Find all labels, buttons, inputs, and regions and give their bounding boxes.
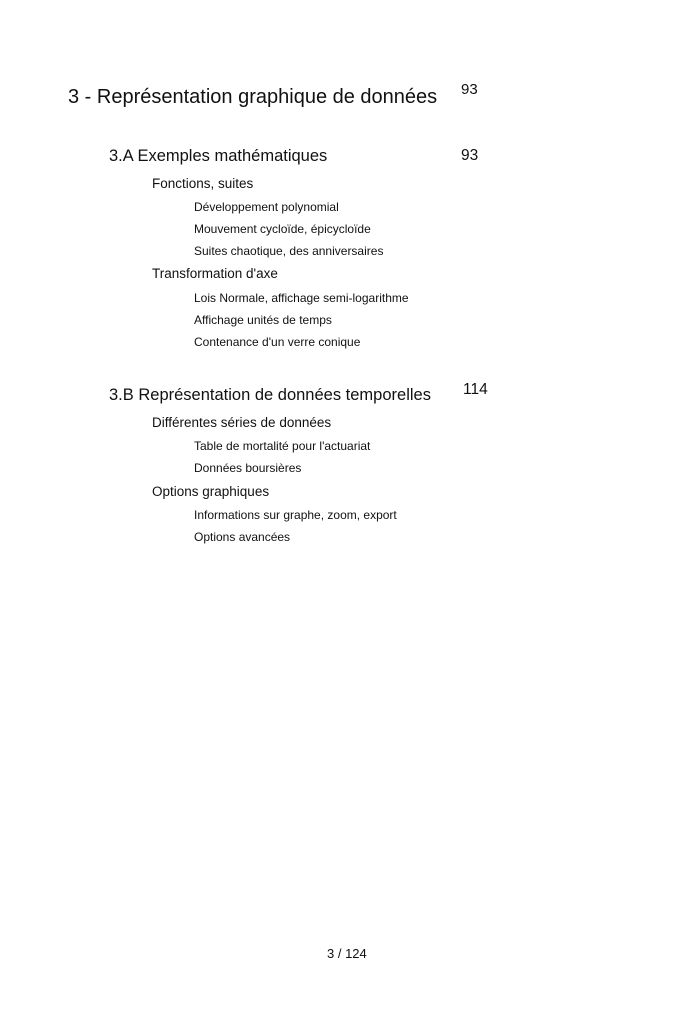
chapter-title: 3 - Représentation graphique de données	[68, 86, 438, 108]
toc-item: Lois Normale, affichage semi-logarithme	[194, 291, 409, 305]
subsection-title: Options graphiques	[152, 484, 270, 499]
toc-item: Mouvement cycloïde, épicycloïde	[194, 222, 371, 236]
section-title-3a: 3.A Exemples mathématiques	[109, 147, 328, 165]
section-title-3b: 3.B Représentation de données temporelles	[109, 386, 431, 404]
toc-item: Contenance d'un verre conique	[194, 335, 361, 349]
subsection-title: Fonctions, suites	[152, 176, 254, 191]
toc-item: Données boursières	[194, 461, 302, 475]
toc-item: Suites chaotique, des anniversaires	[194, 244, 384, 258]
section-page-number-3a: 93	[461, 147, 479, 164]
toc-item: Développement polynomial	[194, 200, 339, 214]
subsection-title: Différentes séries de données	[152, 415, 332, 430]
toc-item: Table de mortalité pour l'actuariat	[194, 439, 371, 453]
toc-item: Affichage unités de temps	[194, 313, 332, 327]
toc-item: Informations sur graphe, zoom, export	[194, 508, 397, 522]
toc-item: Options avancées	[194, 530, 291, 544]
chapter-page-number: 93	[461, 81, 478, 98]
section-page-number-3b: 114	[463, 381, 488, 398]
page-indicator: 3 / 124	[327, 946, 367, 961]
subsection-title: Transformation d'axe	[152, 266, 278, 281]
